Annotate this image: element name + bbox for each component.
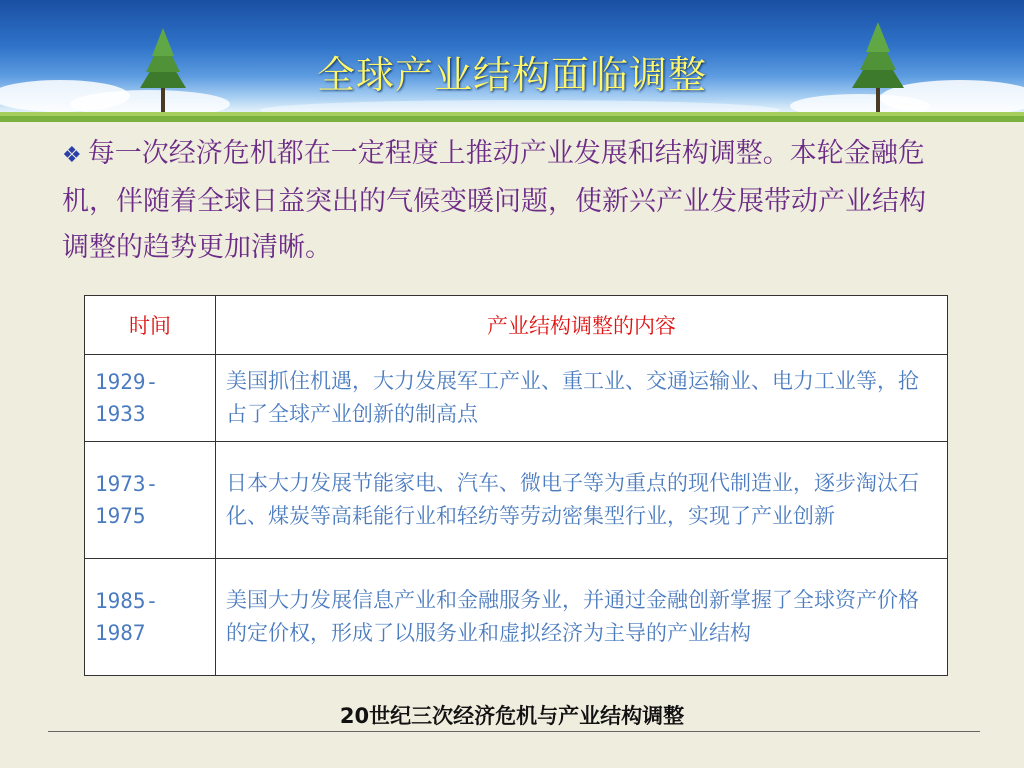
header-banner [0,0,1024,122]
year-start: 1985- [95,589,159,613]
year-start: 1929- [95,370,159,394]
table-caption: 20世纪三次经济危机与产业结构调整 [339,704,685,728]
crisis-adjustment-table [84,295,948,676]
footer-divider [48,731,980,732]
content-cell: 日本大力发展节能家电、汽车、微电子等为重点的现代制造业，逐步淘汰石化、煤炭等高耗能行业和轻纺等劳动密集型行业，实现了产业创新 [216,442,948,559]
year-end: 1975 [95,504,146,528]
diamond-bullet-icon: ❖ [62,143,82,168]
table-row [85,559,948,676]
slide-title: 全球产业结构面临调整 [316,53,707,97]
year-end: 1987 [95,621,146,645]
intro-text: 每一次经济危机都在一定程度上推动产业发展和结构调整。本轮金融危机，伴随着全球日益突出的气候变暖问题，使新兴产业发展带动产业结构调整的趋势更加清晰。 [62,138,926,263]
year-end: 1933 [95,402,146,426]
year-cell [85,559,216,676]
table-row [85,355,948,442]
header-time: 时间 [85,296,216,355]
table-row [85,442,948,559]
header-content: 产业结构调整的内容 [216,296,948,355]
table-header-row [85,296,948,355]
year-cell [85,355,216,442]
year-start: 1973- [95,472,159,496]
content-cell: 美国抓住机遇，大力发展军工产业、重工业、交通运输业、电力工业等，抢占了全球产业创新的制高点 [216,355,948,442]
content-cell: 美国大力发展信息产业和金融服务业，并通过金融创新掌握了全球资产价格的定价权，形成了以服务业和虚拟经济为主导的产业结构 [216,559,948,676]
intro-paragraph [62,131,942,271]
year-cell [85,442,216,559]
